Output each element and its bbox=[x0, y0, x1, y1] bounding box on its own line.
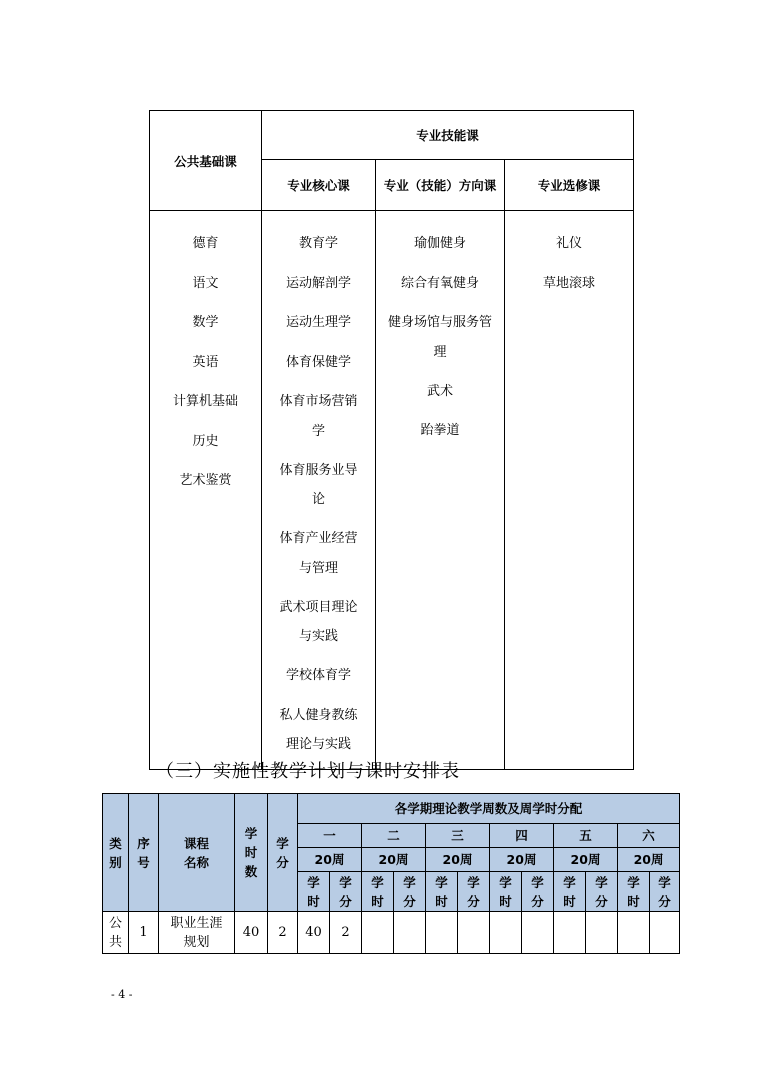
semester-header: 一 bbox=[298, 824, 362, 848]
direction-course-item: 健身场馆与服务管 理 bbox=[387, 315, 492, 360]
direction-course-item: 综合有氧健身 bbox=[400, 275, 479, 291]
sub-header-hours: 学 时 bbox=[554, 872, 586, 912]
header-public-courses: 公共基础课 bbox=[150, 111, 262, 211]
semester-value-cell bbox=[458, 912, 490, 954]
table-row bbox=[103, 912, 680, 954]
weeks-header: 20周 bbox=[618, 848, 680, 872]
core-course-list bbox=[262, 211, 375, 760]
weeks-header: 20周 bbox=[426, 848, 490, 872]
semester-header: 五 bbox=[554, 824, 618, 848]
elective-courses-cell bbox=[505, 211, 634, 770]
col-credits-header: 学 分 bbox=[268, 794, 298, 912]
header-professional-courses: 专业技能课 bbox=[262, 111, 634, 160]
public-course-item: 艺术鉴赏 bbox=[179, 473, 232, 488]
core-course-item: 运动解剖学 bbox=[285, 275, 351, 291]
semester-value-cell bbox=[490, 912, 522, 954]
elective-course-item: 礼仪 bbox=[555, 236, 582, 251]
semester-value-cell bbox=[554, 912, 586, 954]
core-course-item: 体育服务业导 论 bbox=[279, 462, 358, 507]
row-credits: 2 bbox=[268, 912, 298, 954]
semester-value-cell bbox=[394, 912, 426, 954]
semester-header: 三 bbox=[426, 824, 490, 848]
public-course-item: 语文 bbox=[192, 275, 219, 291]
weeks-header: 20周 bbox=[298, 848, 362, 872]
sub-header-credits: 学 分 bbox=[458, 872, 490, 912]
direction-course-item: 瑜伽健身 bbox=[413, 236, 466, 251]
sub-header-hours: 学 时 bbox=[426, 872, 458, 912]
distribution-header: 各学期理论教学周数及周学时分配 bbox=[298, 794, 680, 824]
sub-header-credits: 学 分 bbox=[650, 872, 680, 912]
core-course-item: 私人健身教练 理论与实践 bbox=[279, 707, 358, 752]
semester-value-cell bbox=[586, 912, 618, 954]
header-elective-courses: 专业选修课 bbox=[505, 160, 634, 211]
weeks-header: 20周 bbox=[362, 848, 426, 872]
page-number: - 4 - bbox=[111, 988, 133, 1001]
sub-header-credits: 学 分 bbox=[330, 872, 362, 912]
row-hours: 40 bbox=[235, 912, 268, 954]
semester-value-cell: 40 bbox=[298, 912, 330, 954]
semester-value-cell bbox=[362, 912, 394, 954]
col-course-header: 课程 名称 bbox=[159, 794, 235, 912]
semester-value-cell: 2 bbox=[330, 912, 362, 954]
semester-header: 四 bbox=[490, 824, 554, 848]
public-course-item: 数学 bbox=[192, 315, 219, 330]
weeks-header: 20周 bbox=[490, 848, 554, 872]
direction-course-list bbox=[376, 211, 504, 446]
row-number: 1 bbox=[129, 912, 159, 954]
sub-header-hours: 学 时 bbox=[298, 872, 330, 912]
sub-header-credits: 学 分 bbox=[394, 872, 426, 912]
col-hours-header: 学 时 数 bbox=[235, 794, 268, 912]
sub-header-hours: 学 时 bbox=[490, 872, 522, 912]
course-structure-table bbox=[149, 110, 634, 770]
semester-header: 二 bbox=[362, 824, 426, 848]
direction-course-item: 跆拳道 bbox=[420, 423, 460, 438]
sub-header-credits: 学 分 bbox=[586, 872, 618, 912]
weeks-header: 20周 bbox=[554, 848, 618, 872]
public-course-item: 德育 bbox=[192, 236, 219, 251]
public-course-item: 历史 bbox=[192, 433, 219, 449]
core-courses-cell bbox=[262, 211, 376, 770]
semester-header: 六 bbox=[618, 824, 680, 848]
semester-value-cell bbox=[426, 912, 458, 954]
core-course-item: 教育学 bbox=[298, 236, 338, 251]
sub-header-hours: 学 时 bbox=[618, 872, 650, 912]
semester-value-cell bbox=[618, 912, 650, 954]
core-course-item: 体育市场营销 学 bbox=[279, 394, 358, 439]
core-course-item: 武术项目理论 与实践 bbox=[279, 599, 358, 644]
semester-value-cell bbox=[650, 912, 680, 954]
semester-value-cell bbox=[522, 912, 554, 954]
row-category: 公 共 bbox=[103, 912, 129, 954]
public-course-list bbox=[150, 211, 261, 496]
core-course-item: 运动生理学 bbox=[285, 315, 351, 330]
core-course-item: 体育产业经营 与管理 bbox=[279, 531, 358, 576]
core-course-item: 学校体育学 bbox=[285, 668, 351, 683]
elective-course-item: 草地滚球 bbox=[542, 275, 595, 291]
sub-header-hours: 学 时 bbox=[362, 872, 394, 912]
elective-course-list bbox=[505, 211, 633, 299]
col-number-header: 序 号 bbox=[129, 794, 159, 912]
teaching-schedule-table bbox=[102, 793, 680, 954]
header-direction-courses: 专业（技能）方向课 bbox=[376, 160, 505, 211]
col-category-header: 类 别 bbox=[103, 794, 129, 912]
row-course-name: 职业生涯 规划 bbox=[159, 912, 235, 954]
sub-header-credits: 学 分 bbox=[522, 872, 554, 912]
header-core-courses: 专业核心课 bbox=[262, 160, 376, 211]
public-courses-cell bbox=[150, 211, 262, 770]
public-course-item: 英语 bbox=[192, 354, 219, 370]
direction-course-item: 武术 bbox=[426, 383, 453, 399]
public-course-item: 计算机基础 bbox=[172, 394, 238, 409]
core-course-item: 体育保健学 bbox=[285, 354, 351, 370]
direction-courses-cell bbox=[376, 211, 505, 770]
section-heading: （三）实施性教学计划与课时安排表 bbox=[156, 761, 460, 782]
